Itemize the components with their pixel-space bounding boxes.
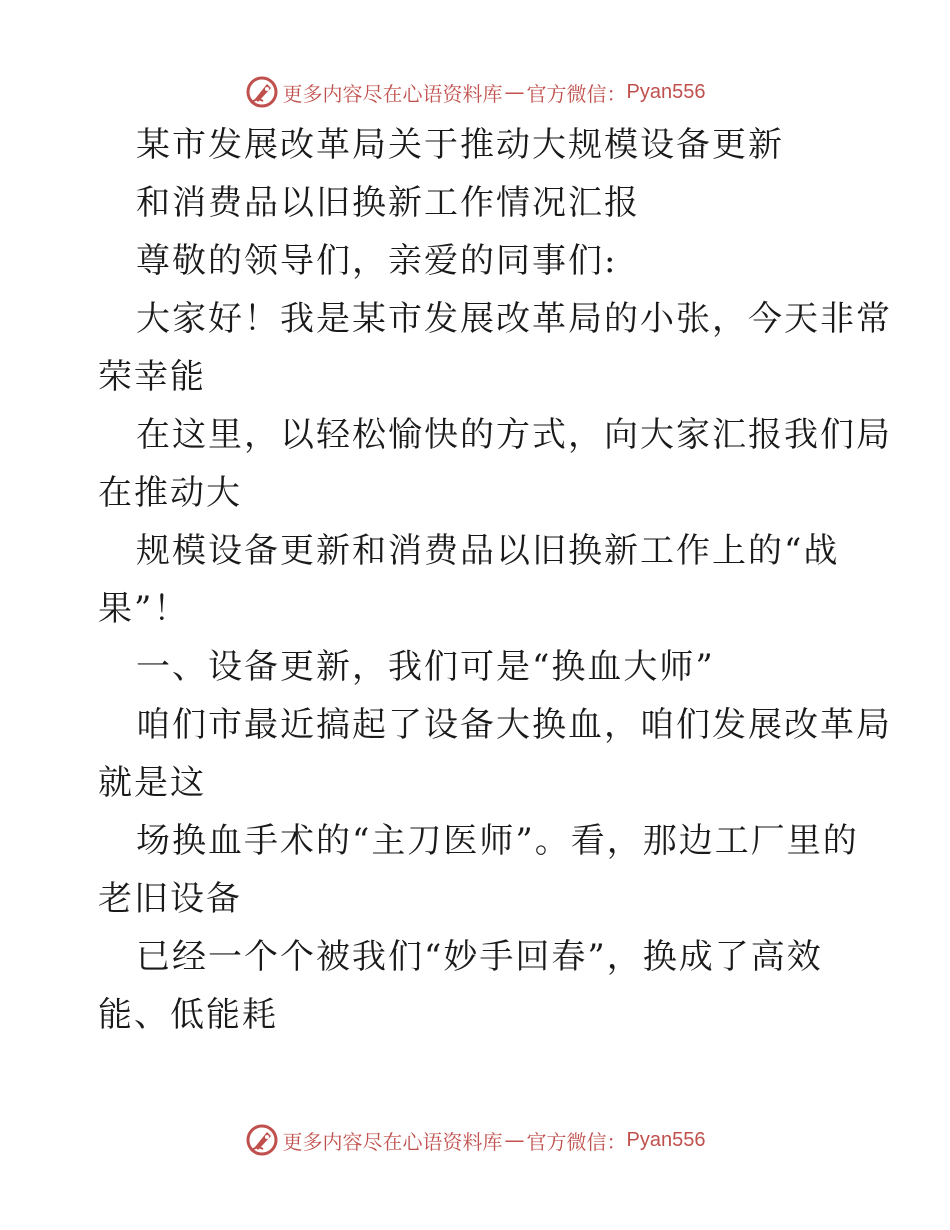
text-line: 能、低能耗 [98, 995, 278, 1035]
text-line: 荣幸能 [98, 357, 206, 397]
watermark-separator: — [504, 1128, 525, 1152]
pen-nib-logo-icon [245, 1123, 279, 1157]
text-line: 咱们市最近搞起了设备大换血，咱们发展改革局 [136, 705, 892, 745]
section-heading: 一、设备更新，我们可是“换血大师” [136, 647, 715, 687]
text-line: 老旧设备 [98, 879, 242, 919]
pen-nib-logo-icon [245, 75, 279, 109]
document-title-line-2: 和消费品以旧换新工作情况汇报 [136, 183, 640, 223]
salutation: 尊敬的领导们，亲爱的同事们: [136, 241, 618, 281]
document-title-line-1: 某市发展改革局关于推动大规模设备更新 [136, 125, 784, 165]
text-line: 已经一个个被我们“妙手回春”，换成了高效 [136, 937, 823, 977]
text-line: 就是这 [98, 763, 206, 803]
document-body [98, 116, 892, 1044]
text-line: 场换血手术的“主刀医师”。看，那边工厂里的 [136, 821, 859, 861]
text-line: 果”！ [98, 589, 190, 629]
watermark-text: 更多内容尽在心语资料库 [282, 81, 503, 106]
text-line: 在推动大 [98, 473, 242, 513]
watermark-text: 更多内容尽在心语资料库 [282, 1129, 503, 1154]
watermark-separator: — [504, 80, 525, 104]
text-line: 大家好！我是某市发展改革局的小张，今天非常 [136, 299, 892, 339]
watermark-wechat-id: Pyan556 [626, 80, 706, 103]
text-line: 规模设备更新和消费品以旧换新工作上的“战 [136, 531, 840, 571]
footer-watermark [0, 1120, 950, 1160]
watermark-wechat-label: 官方微信： [526, 81, 627, 106]
watermark-wechat-id: Pyan556 [626, 1128, 706, 1151]
watermark-wechat-label: 官方微信： [526, 1129, 627, 1154]
text-line: 在这里，以轻松愉快的方式，向大家汇报我们局 [136, 415, 892, 455]
header-watermark [0, 72, 950, 112]
